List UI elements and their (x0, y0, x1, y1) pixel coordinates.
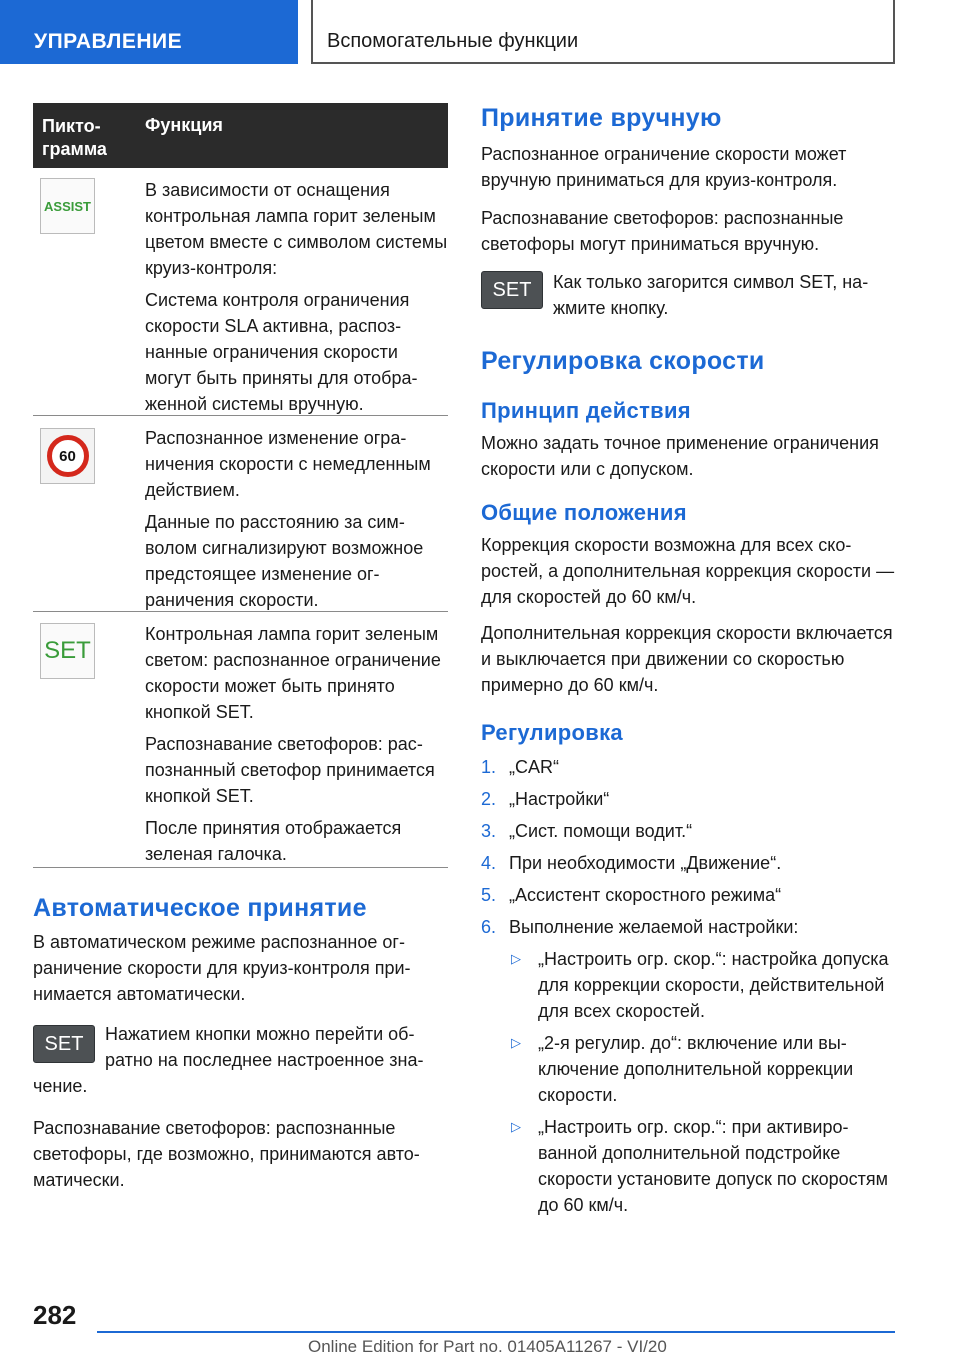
general-text: Коррекция скорости возможна для всех скоростей, а дополнительная коррекция скорости — для скоростей до 60 км/ч. (481, 535, 895, 607)
column-header-pictogram: Пикто- грамма (42, 116, 107, 159)
speed-limit-sign-icon (40, 428, 95, 484)
auto-heading: Автоматическое принятие (33, 894, 367, 922)
manual-heading: Принятие вручную (481, 104, 722, 132)
row-text: Система контроля ограничения скорости SLA активна, распознанные ограничения скорости могут быть приняты для отображенной системы вручную. (145, 290, 418, 414)
manual-button-text: Как только загорится символ SET, нажмите кнопку. (553, 272, 869, 318)
triangle-bullet-icon: ▷ (511, 1119, 521, 1134)
row-text: Распознанное изменение ограничения скорости с немедленным действием. (145, 428, 431, 500)
set-indicator-icon: SET (40, 623, 95, 679)
set-button-icon: SET (33, 1025, 95, 1063)
chapter-title: Вспомогательные функции (311, 0, 895, 64)
row-text: Распознавание светофоров: распознанный светофор принимается кнопкой SET. (145, 734, 435, 806)
list-item: 3. „Сист. помощи водит.“ (481, 821, 693, 841)
table-header (33, 103, 448, 168)
auto-traffic-text: Распознавание светофоров: распознанные светофоры, где возможно, принимаются автоматически. (33, 1118, 420, 1190)
principle-text: Можно задать точное применение ограничения скорости или с допуском. (481, 433, 879, 479)
manual-text: Распознанное ограничение скорости может вручную приниматься для круиз-контроля. (481, 144, 847, 190)
speed-limit-value: 60 (47, 435, 89, 477)
list-item: 2. „Настройки“ (481, 789, 610, 809)
list-item: 6. Выполнение желаемой настройки: (481, 917, 799, 937)
general-text: Дополнительная коррекция скорости включается и выключается при движении со скоростью примерно до 60 км/ч. (481, 623, 893, 695)
table-row (33, 612, 448, 868)
adjust-heading: Регулировка (481, 720, 623, 745)
principle-heading: Принцип действия (481, 398, 691, 423)
triangle-bullet-icon: ▷ (511, 1035, 521, 1050)
triangle-bullet-icon: ▷ (511, 951, 521, 966)
list-item: 1. „CAR“ (481, 757, 559, 777)
general-heading: Общие положения (481, 500, 687, 525)
right-column (481, 104, 896, 1224)
table-row (33, 168, 448, 416)
list-item: ▷ „Настроить огр. скор.“: при активированной дополнительной подстройке скорости установите допуск по скоростям до 60 км/ч. (481, 1114, 896, 1218)
page-number: 282 (33, 1300, 77, 1330)
auto-button-text: Нажатием кнопки можно перейти обратно на последнее настроенное значение. (33, 1024, 424, 1096)
list-item: 5. „Ассистент скоростного режима“ (481, 885, 782, 905)
row-text: После принятия отображается зеленая галочка. (145, 818, 402, 864)
options-list (481, 946, 896, 1218)
section-tab: УПРАВЛЕНИЕ (0, 0, 298, 64)
list-item: 4. При необходимости „Движение“. (481, 853, 782, 873)
list-item: ▷ „Настроить огр. скор.“: настройка допуска для коррекции скорости, действительной для всех скоростей. (481, 946, 896, 1024)
manual-traffic-text: Распознавание светофоров: распознанные светофоры могут приниматься вручную. (481, 208, 844, 254)
auto-intro: В автоматическом режиме распознанное ограничение скорости для круиз-контроля принимается автоматически. (33, 932, 411, 1004)
footer-divider (97, 1331, 895, 1333)
steps-list (481, 754, 896, 940)
assist-icon: ASSIST (40, 178, 95, 234)
set-button-icon: SET (481, 271, 543, 309)
table-row (33, 416, 448, 612)
row-text: Данные по расстоянию за символом сигнализируют возможное предстоящее изменение ограничения скорости. (145, 512, 424, 610)
row-text: Контрольная лампа горит зеленым светом: распознанное ограничение скорости может быть принято кнопкой SET. (145, 624, 441, 722)
left-column (33, 103, 448, 1193)
regulation-heading: Регулировка скорости (481, 347, 765, 375)
list-item: ▷ „2-я регулир. до“: включение или выключение дополнительной коррекции скорости. (481, 1030, 896, 1108)
edition-text: Online Edition for Part no. 01405A11267 - VI/20 (308, 1337, 667, 1356)
row-text: В зависимости от оснащения контрольная лампа горит зеленым цветом вместе с символом системы круиз-контроля: (145, 180, 448, 278)
column-header-function: Функция (145, 115, 223, 135)
